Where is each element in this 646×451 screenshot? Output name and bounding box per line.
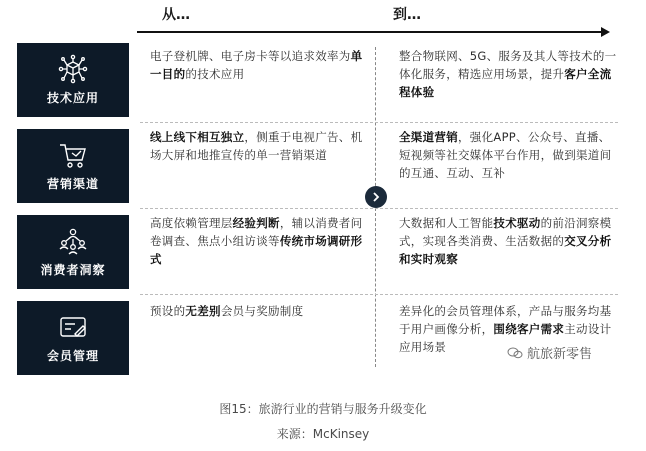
shopping-cart-icon bbox=[58, 140, 88, 170]
body-text: ，侧重于电视广告、机场大屏和地推宣传的单一营销渠道 bbox=[150, 130, 363, 162]
figure-source: 来源：McKinsey bbox=[276, 427, 370, 441]
figure-caption: 图15：旅游行业的营销与服务升级变化 bbox=[219, 402, 427, 416]
tile-consumer-insight bbox=[17, 215, 129, 289]
tile-label: 消费者洞察 bbox=[40, 263, 106, 277]
emphasis-text: 交叉分析和实时观察 bbox=[399, 234, 612, 266]
chevron-right-icon bbox=[370, 191, 382, 203]
row-separator bbox=[140, 122, 618, 123]
body-text: 电子登机牌、电子房卡等以追求效率为 bbox=[150, 49, 351, 63]
row2-to-text bbox=[399, 128, 621, 182]
emphasis-text: 单一目的 bbox=[150, 49, 363, 81]
body-text: 预设的 bbox=[150, 304, 186, 318]
from-header: 从… bbox=[162, 7, 190, 23]
emphasis-text: 无差别 bbox=[185, 304, 221, 318]
emphasis-text: 线上线下相互独立 bbox=[150, 130, 245, 144]
body-text: 高度依赖管理层 bbox=[150, 216, 233, 230]
body-text: 的技术应用 bbox=[185, 67, 245, 81]
wechat-icon bbox=[507, 347, 523, 359]
row1-to-text bbox=[399, 47, 621, 101]
row3-from-text bbox=[150, 214, 364, 268]
body-text: ，强化APP、公众号、直播、短视频等社交媒体平台作用，做到渠道间的互通、互动、互补 bbox=[399, 130, 612, 180]
timeline-arrow bbox=[137, 27, 610, 37]
watermark bbox=[507, 343, 592, 362]
next-arrow-button bbox=[365, 186, 387, 208]
network-cube-icon bbox=[58, 54, 88, 84]
member-card-icon bbox=[58, 312, 88, 342]
emphasis-text: 客户全流程体验 bbox=[399, 67, 612, 99]
row2-from-text bbox=[150, 128, 364, 164]
emphasis-text: 全渠道营销 bbox=[399, 130, 458, 144]
to-header: 到… bbox=[393, 7, 421, 23]
emphasis-text: 技术驱动 bbox=[493, 216, 541, 230]
tile-tech-application bbox=[17, 43, 129, 117]
body-text: ，辅以消费者问卷调查、焦点小组访谈等 bbox=[150, 216, 363, 248]
people-network-icon bbox=[58, 226, 88, 256]
row-separator bbox=[140, 294, 618, 295]
emphasis-text: 经验判断 bbox=[232, 216, 280, 230]
row3-to-text bbox=[399, 214, 621, 268]
body-text: 整合物联网、5G、服务及其人等技术的一体化服务，精选应用场景，提升 bbox=[399, 49, 617, 81]
tile-label: 会员管理 bbox=[46, 349, 99, 363]
tile-label: 营销渠道 bbox=[46, 177, 99, 191]
body-text: 会员与奖励制度 bbox=[220, 304, 304, 318]
body-text: 差异化的会员管理体系，产品与服务均基于用户画像分析， bbox=[399, 304, 612, 336]
arrow-head-icon bbox=[601, 27, 610, 37]
row4-from-text bbox=[150, 302, 364, 320]
emphasis-text: 传统市场调研形式 bbox=[150, 234, 363, 266]
body-text: 的前沿洞察模式，实现各类消费、生活数据的 bbox=[399, 216, 612, 248]
tile-membership-management bbox=[17, 301, 129, 375]
body-text: 主动设计应用场景 bbox=[399, 322, 612, 354]
row1-from-text bbox=[150, 47, 364, 83]
tile-label: 技术应用 bbox=[46, 91, 99, 105]
watermark-text: 航旅新零售 bbox=[527, 347, 593, 362]
emphasis-text: 围绕客户需求 bbox=[493, 322, 565, 336]
body-text: 大数据和人工智能 bbox=[399, 216, 494, 230]
row-separator bbox=[140, 208, 618, 209]
tile-marketing-channel bbox=[17, 129, 129, 203]
